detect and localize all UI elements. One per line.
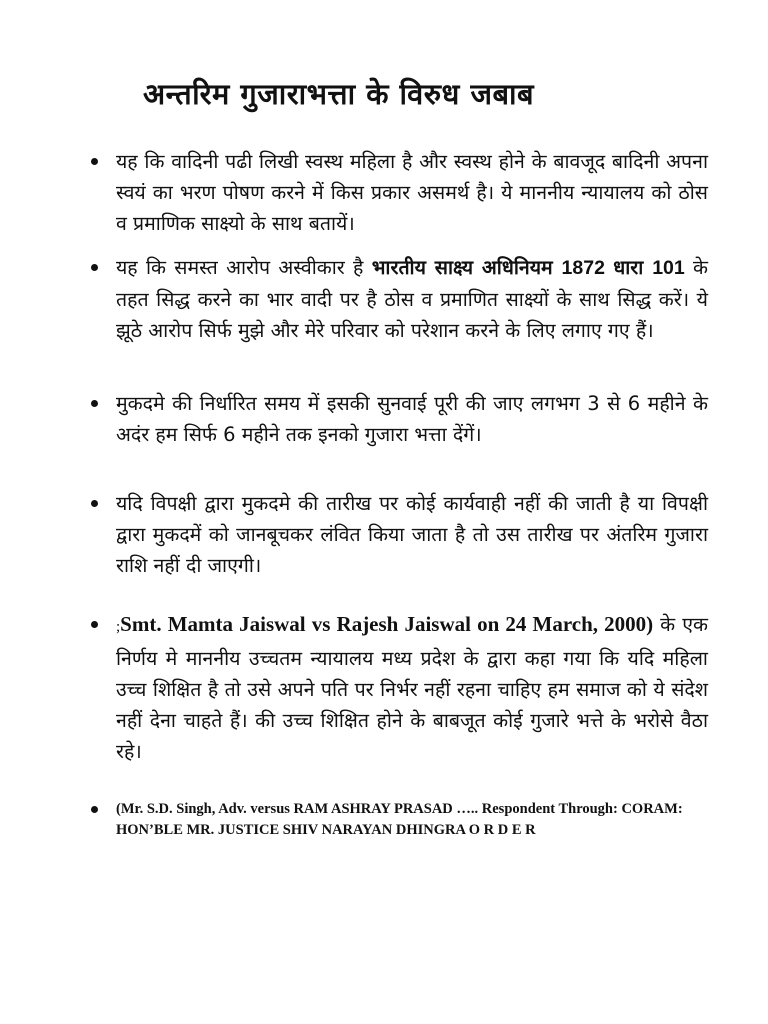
item-text: मुकदमे की निर्धारित समय में इसकी सुनवाई पूरी की जाए लगभग 3 से 6 महीने के अदंर हम सिर्फ 6 महीने तक इनको गुजारा भत्ता देंगें। <box>116 392 708 446</box>
item-text-lead: यह कि समस्त आरोप अस्वीकार है <box>116 256 372 279</box>
list-item <box>88 609 708 767</box>
case-title: Smt. Mamta Jaiswal vs Rajesh Jaiswal on 24 March, 2000) <box>120 612 654 636</box>
document-title: अन्तरिम गुजाराभत्ता के विरुध जबाब <box>143 77 535 111</box>
item-text-rest: के एक निर्णय मे माननीय उच्चतम न्यायालय मध्य प्रदेश के द्वारा कहा गया कि यदि महिला उच्च शिक्षित है तो उसे अपने पति पर निर्भर नहीं रहना चाहिए हम समाज को ये संदेश नहीं देना चाहते हैं। की उच्च शिक्षित होने के बाबजूत कोई गुजारे भत्ते के भरोसे वैठा रहे। <box>116 613 708 763</box>
section-number: 101 <box>652 257 685 279</box>
item-text: यह कि वादिनी पढी लिखी स्वस्थ महिला है और स्वस्थ होने के बावजूद बादिनी अपना स्वयं का भरण पोषण करने में किस प्रकार असमर्थ है। ये माननीय न्यायालय को ठोस व प्रमाणिक साक्ष्यो के साथ बतायें। <box>116 150 708 235</box>
bullet-icon <box>91 264 98 271</box>
bullet-list <box>88 146 708 841</box>
list-item <box>88 795 708 841</box>
section-label: धारा <box>613 256 653 279</box>
list-item <box>88 388 708 450</box>
bullet-icon <box>91 621 98 628</box>
act-year: 1872 <box>561 257 605 279</box>
lead-mark: ; <box>116 619 121 635</box>
citation-text: (Mr. S.D. Singh, Adv. versus RAM ASHRAY PRASAD ….. Respondent Through: CORAM: HON’BLE MR. JUSTICE SHIV NARAYAN DHINGRA O R D E R <box>116 801 683 838</box>
bullet-icon <box>91 400 98 407</box>
bullet-icon <box>91 158 98 165</box>
item-text: यदि विपक्षी द्वारा मुकदमे की तारीख पर कोई कार्यवाही नहीं की जाती है या विपक्षी द्वारा मुकदमें को जानबूचकर लंवित किया जाता है तो उस तारीख पर अंतरिम गुजारा राशि नहीं दी जाएगी। <box>116 492 708 577</box>
item-text-rest: के तहत सिद्ध करने का भार वादी पर है ठोस व प्रमाणित साक्ष्यों के साथ सिद्ध करें। ये झूठे आरोप सिर्फ मुझे और मेरे परिवार को परेशान करने के लिए लगाए गए हैं। <box>116 256 708 342</box>
bullet-icon <box>91 500 98 507</box>
act-name: भारतीय साक्ष्य अधिनियम <box>371 256 562 279</box>
list-item <box>88 146 708 239</box>
list-item <box>88 252 708 346</box>
bullet-icon <box>91 806 98 813</box>
list-item <box>88 488 708 581</box>
